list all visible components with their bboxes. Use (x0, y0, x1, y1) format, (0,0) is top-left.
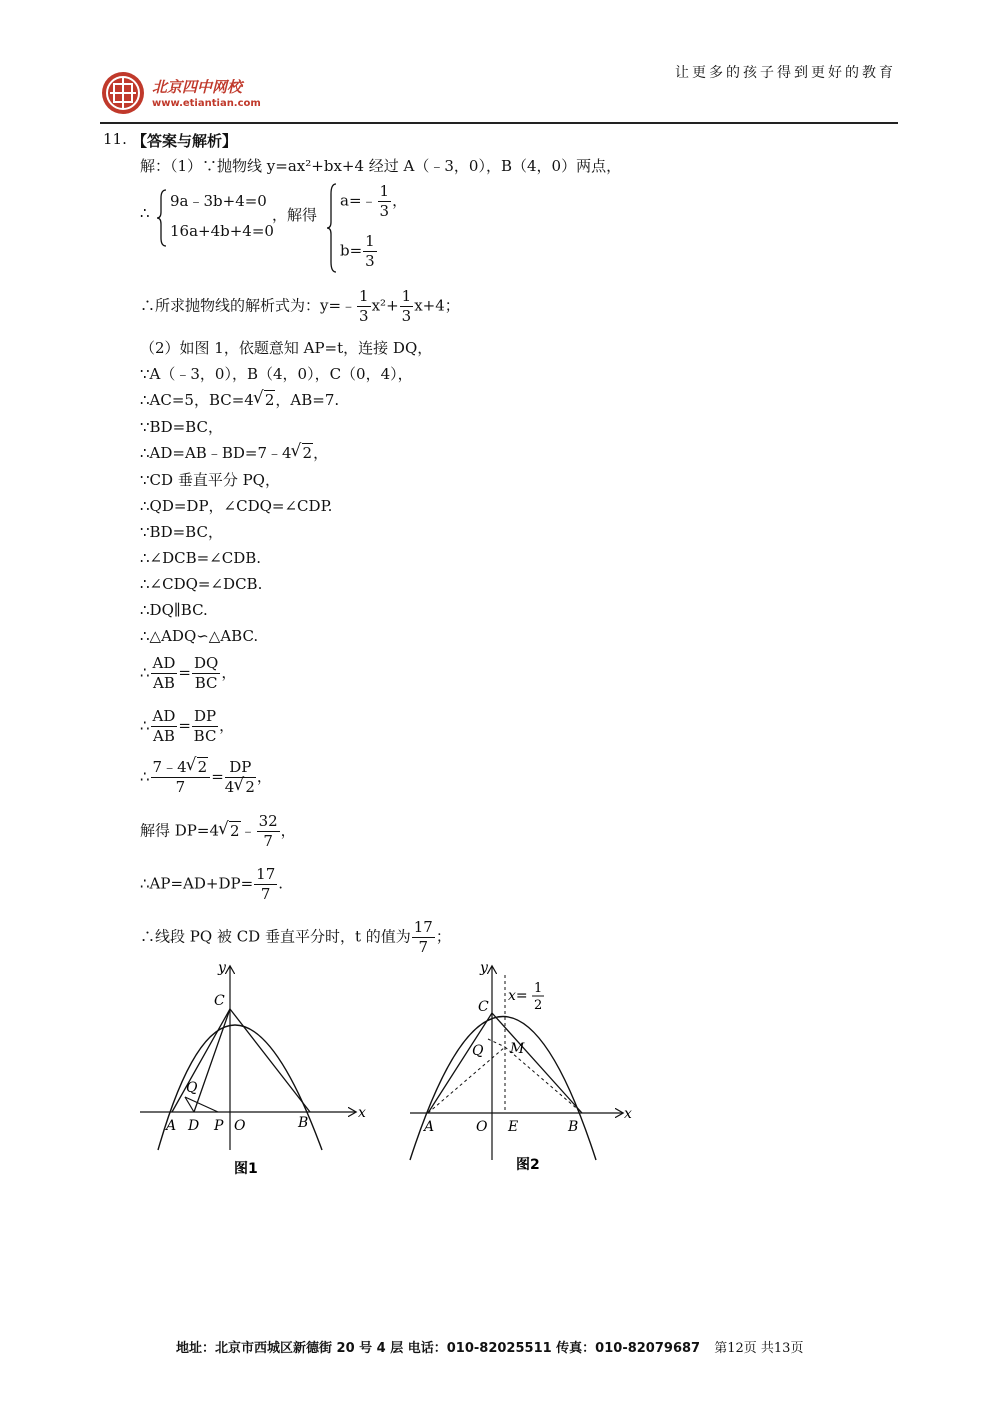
line-bd-bc-2: ∵BD=BC， (140, 523, 223, 541)
figure-2-caption: 图2 (516, 1157, 540, 1173)
question-number: 11. (103, 130, 127, 148)
figure-2 (400, 955, 640, 1185)
axis-equation: x= (508, 988, 528, 1004)
solution-a: a=﹣ $\frac{1}{3}$ ， (340, 182, 408, 220)
logo (100, 70, 300, 118)
header-slogan: 让更多的孩子得到更好的教育 (675, 65, 896, 81)
solve-label: ，解得 (272, 206, 318, 224)
segment-am (428, 1047, 505, 1113)
label-E: E (508, 1119, 519, 1135)
ratio-ad-ab-dq-bc: ∴ $\frac{AD}{AB}$ = $\frac{DQ}{BC}$ ， (140, 654, 237, 692)
logo-emblem-icon (100, 70, 148, 116)
solution-b: b= $\frac{1}{3}$ (340, 232, 375, 270)
label-y: y (480, 960, 488, 976)
label-D: D (188, 1118, 200, 1134)
label-A: A (424, 1119, 435, 1135)
line-ac-bc: ∴AC=5，BC=4√ 2，AB=7. (140, 390, 339, 410)
left-brace (156, 188, 168, 248)
label-Q: Q (472, 1043, 484, 1059)
half-numerator: 1 (534, 981, 543, 996)
line-ad: ∴AD=AB﹣BD=7﹣4√ 2， (140, 443, 328, 463)
label-Q: Q (186, 1080, 198, 1096)
half-denominator: 2 (534, 998, 543, 1013)
logo-url[interactable]: www.etiantian.com (152, 98, 261, 109)
line-cd-perp: ∵CD 垂直平分 PQ， (140, 471, 280, 489)
label-C: C (478, 999, 489, 1015)
line-cdq: ∴∠CDQ=∠DCB. (140, 575, 263, 593)
question-heading: 【答案与解析】 (132, 132, 238, 150)
footer-address: 地址：北京市西城区新德街 20 号 4 层 电话：010-82025511 传真：010-82079687 (176, 1341, 701, 1356)
parabola-expression: ∴所求抛物线的解析式为：y=﹣ $\frac{1}{3}$ x²+ $\frac{1}{3}$ x+4； (140, 287, 460, 325)
line-solve-dp: 解得 DP=4√ 2﹣ $\frac{32}{7}$ ， (140, 812, 296, 851)
line-ap: ∴AP=AD+DP= $\frac{17}{7}$ . (140, 865, 284, 903)
label-P: P (214, 1118, 224, 1134)
parabola-curve (410, 1017, 596, 1161)
label-B: B (568, 1119, 579, 1135)
footer-page: 第12页 共13页 (714, 1341, 804, 1356)
label-B: B (298, 1115, 309, 1131)
logo-text: 北京四中网校 (152, 78, 243, 96)
part2-intro: （2）如图 1，依题意知 AP=t，连接 DQ， (140, 339, 433, 357)
label-O: O (234, 1118, 246, 1134)
label-A: A (166, 1118, 177, 1134)
line-bd-bc: ∵BD=BC， (140, 418, 223, 436)
label-y: y (218, 960, 226, 976)
label-x: x (624, 1106, 632, 1122)
footer (176, 1337, 803, 1356)
equation-1: 9a﹣3b+4=0 (170, 192, 267, 210)
figure-1-caption: 图1 (234, 1161, 258, 1177)
ratio-substituted: ∴ $\frac{7﹣4√ 2}{7}$ = $\frac{DP}{4√ 2}$ ， (140, 758, 272, 797)
label-O: O (476, 1119, 488, 1135)
segment-ac (172, 1009, 230, 1112)
label-x: x (358, 1105, 366, 1121)
equation-system: ∴ 9a﹣3b+4=0 16a+4b+4=0 ，解得 a=﹣ $\frac{1}{3}$ ， b= $\frac{1}{3}$ (140, 186, 460, 278)
line-parallel: ∴DQ∥BC. (140, 601, 208, 619)
segment-cd (194, 1009, 230, 1112)
line-similar: ∴△ADQ∽△ABC. (140, 627, 259, 645)
line-conclusion: ∴线段 PQ 被 CD 垂直平分时，t 的值为 $\frac{17}{7}$ ； (140, 918, 451, 956)
header-divider (100, 122, 898, 124)
segment-cb (230, 1009, 310, 1112)
equation-2: 16a+4b+4=0 (170, 222, 274, 240)
ratio-ad-ab-dp-bc: ∴ $\frac{AD}{AB}$ = $\frac{DP}{BC}$ ， (140, 707, 235, 745)
line-coords: ∵A（﹣3，0），B（4，0），C（0，4）， (140, 365, 413, 383)
segment-qm (488, 1039, 505, 1047)
figure-1 (130, 955, 370, 1185)
part1-intro: 解：（1）∵抛物线 y=ax²+bx+4 经过 A（﹣3，0），B（4，0）两点， (140, 157, 622, 175)
line-dcb: ∴∠DCB=∠CDB. (140, 549, 262, 567)
line-qd-dp: ∴QD=DP，∠CDQ=∠CDP. (140, 497, 333, 515)
right-brace (326, 182, 338, 274)
label-C: C (214, 993, 225, 1009)
segment-ac (428, 1013, 492, 1113)
label-M: M (510, 1041, 525, 1057)
